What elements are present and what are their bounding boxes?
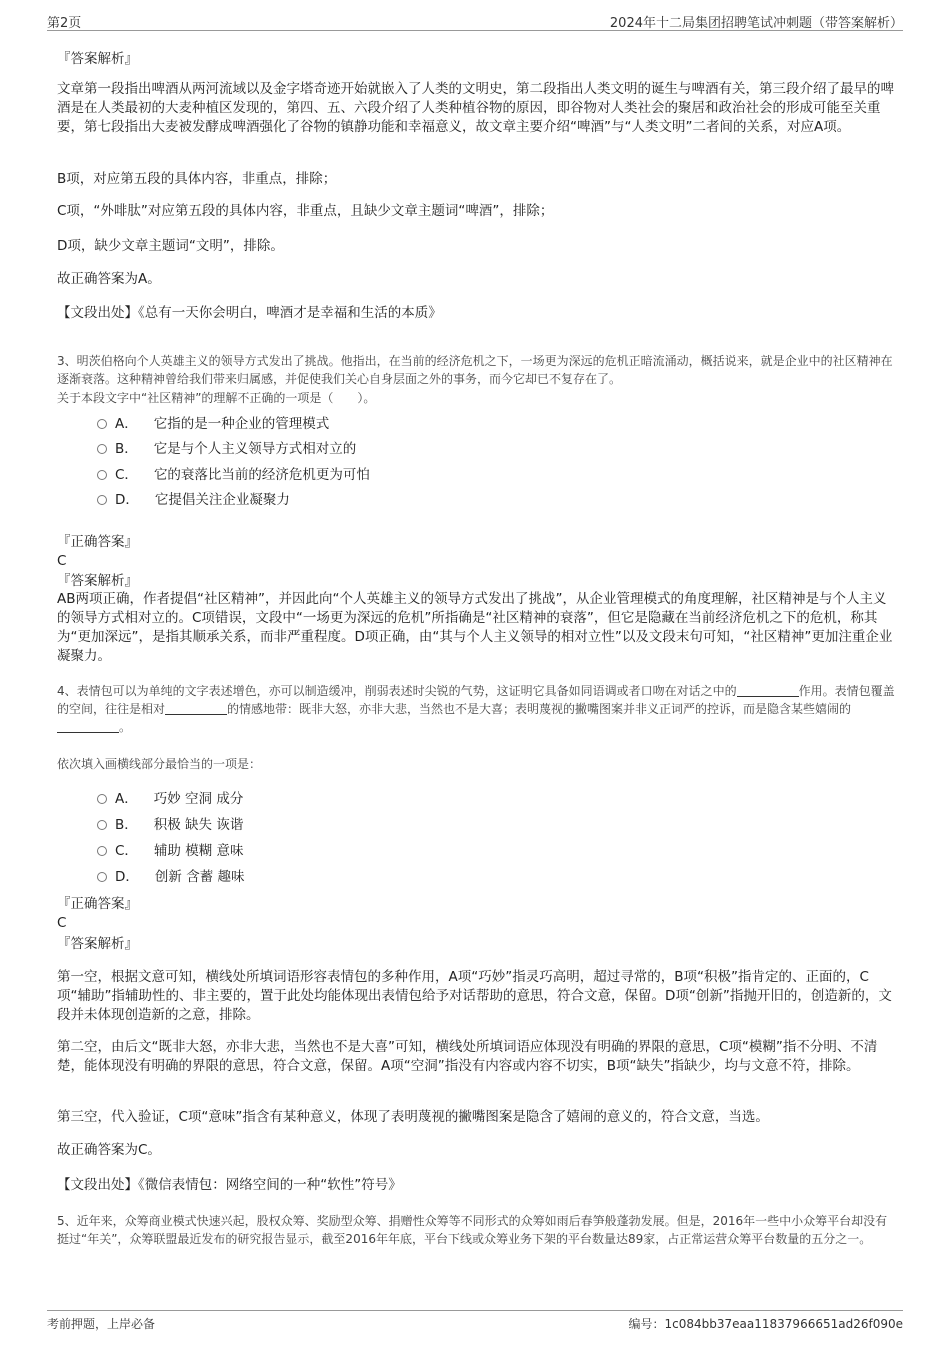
analysis-paragraph: AB两项正确，作者提倡“社区精神”，并因此向“个人英雄主义的领导方式发出了挑战”，从企业管理模式的角度理解，社区精神是与个人主义的领导方式相对立的。C项错误，文段中“一场更为深远的危机”所指确是“社区精神的衰落”，但它是隐藏在当前经济危机之下的危机，称其为“更加深远”，是指其顺承关系，而非严重程度。D项正确，由“其与个人主义领导的相对立性”以及文段末句可知，“社区精神”更加注重企业凝聚力。 xyxy=(57,591,893,664)
option-c[interactable]: C． 辅助 模糊 意味 xyxy=(97,842,244,860)
question-prompt: 依次填入画横线部分最恰当的一项是： xyxy=(57,757,262,771)
question-stem: 3、明茨伯格向个人英雄主义的领导方式发出了挑战。他指出，在当前的经济危机之下，一场更为深远的危机正暗流涌动，概括说来，就是企业中的社区精神在逐渐衰落。这种精神曾给我们带来归属感，并促使我们关心自身层面之外的事务，而今它却已不复存在了。 xyxy=(57,354,893,386)
correct-answer-label: 『正确答案』 xyxy=(57,896,138,912)
radio-button[interactable] xyxy=(97,495,107,505)
fill-blank xyxy=(57,720,119,733)
analysis-label: 『答案解析』 xyxy=(57,936,138,952)
option-c[interactable]: C． 它的衰落比当前的经济危机更为可怕 xyxy=(97,466,370,484)
option-a[interactable]: A． 它指的是一种企业的管理模式 xyxy=(97,415,329,433)
question-prompt: 关于本段文字中“社区精神”的理解不正确的一项是（ ）。 xyxy=(57,391,376,405)
analysis-label: 『答案解析』 xyxy=(57,573,138,589)
fill-blank xyxy=(165,702,227,715)
source-citation: 【文段出处】《微信表情包：网络空间的一种“软性”符号》 xyxy=(57,1177,402,1193)
correct-answer: C xyxy=(57,915,67,931)
page-footer xyxy=(47,1310,903,1341)
analysis-conclusion: 故正确答案为C。 xyxy=(57,1142,161,1158)
analysis-label: 『答案解析』 xyxy=(57,51,138,67)
question-stem: 5、近年来，众筹商业模式快速兴起，股权众筹、奖励型众筹、捐赠性众筹等不同形式的众筹如雨后春笋般蓬勃发展。但是，2016年一些中小众筹平台却没有挺过“年关”，众筹联盟最近发布的研究报告显示，截至2016年年底，平台下线或众筹业务下架的平台数量达89家，占正常运营众筹平台数量的五分之一。 xyxy=(57,1214,888,1246)
option-d[interactable]: D． 它提倡关注企业凝聚力 xyxy=(97,491,290,509)
page-number: 第2页 xyxy=(47,16,82,31)
option-a[interactable]: A． 巧妙 空洞 成分 xyxy=(97,790,243,808)
fill-blank xyxy=(737,684,799,697)
radio-button[interactable] xyxy=(97,820,107,830)
analysis-conclusion: 故正确答案为A。 xyxy=(57,271,161,287)
radio-button[interactable] xyxy=(97,470,107,480)
radio-button[interactable] xyxy=(97,846,107,856)
document-title: 2024年十二局集团招聘笔试冲刺题（带答案解析） xyxy=(609,16,903,31)
analysis-paragraph: 第二空，由后文“既非大怒，亦非大悲，当然也不是大喜”可知，横线处所填词语应体现没有明确的界限的意思，C项“模糊”指不分明、不清楚，能体现没有明确的界限的意思，符合文意，保留。A项“空洞”指没有内容或内容不切实，B项“缺失”指缺少，均与文意不符，排除。 xyxy=(57,1039,878,1074)
radio-button[interactable] xyxy=(97,444,107,454)
source-citation: 【文段出处】《总有一天你会明白，啤酒才是幸福和生活的本质》 xyxy=(57,305,442,321)
analysis-paragraph: C项，“外啡肽”对应第五段的具体内容，非重点，且缺少文章主题词“啤酒”，排除； xyxy=(57,203,554,219)
option-b[interactable]: B． 它是与个人主义领导方式相对立的 xyxy=(97,440,356,458)
analysis-paragraph: 文章第一段指出啤酒从两河流域以及金字塔奇迹开始就嵌入了人类的文明史，第二段指出人类文明的诞生与啤酒有关，第三段介绍了最早的啤酒是在人类最初的大麦种植区发现的，第四、五、六段介绍了人类种植谷物的原因，即谷物对人类社会的聚居和政治社会的形成可能至关重要，第七段指出大麦被发酵成啤酒强化了谷物的镇静功能和幸福意义，故文章主要介绍“啤酒”与“人类文明”二者间的关系，对应A项。 xyxy=(57,81,894,135)
question-stem: 4、表情包可以为单纯的文字表述增色，亦可以制造缓冲，削弱表述时尖锐的气势，这证明它具备如同语调或者口吻在对话之中的 作用。表情包覆盖的空间，往往是相对 的情感地带：既非大怒，亦非大悲，当然也不是大喜；表明蔑视的撇嘴图案并非义正词严的控诉，而是隐含某些嬉闹的。 xyxy=(57,684,895,734)
analysis-paragraph: 第三空，代入验证，C项“意味”指含有某种意义，体现了表明蔑视的撇嘴图案是隐含了嬉闹的意义的，符合文意，当选。 xyxy=(57,1109,769,1125)
analysis-paragraph: D项，缺少文章主题词“文明”，排除。 xyxy=(57,238,284,254)
footer-slogan: 考前押题，上岸必备 xyxy=(47,1317,156,1331)
correct-answer: C xyxy=(57,553,67,569)
analysis-paragraph: 第一空，根据文意可知，横线处所填词语形容表情包的多种作用，A项“巧妙”指灵巧高明，超过寻常的，B项“积极”指肯定的、正面的，C项“辅助”指辅助性的、非主要的，置于此处均能体现出表情包给予对话帮助的意思，符合文意，保留。D项“创新”指抛开旧的，创造新的，文段并未体现创造新的之意，排除。 xyxy=(57,969,892,1023)
document-code: 编号：1c084bb37eaa11837966651ad26f090e xyxy=(628,1317,903,1331)
page-header xyxy=(47,8,903,31)
correct-answer-label: 『正确答案』 xyxy=(57,534,138,550)
option-d[interactable]: D． 创新 含蓄 趣味 xyxy=(97,868,245,886)
radio-button[interactable] xyxy=(97,794,107,804)
radio-button[interactable] xyxy=(97,419,107,429)
option-b[interactable]: B． 积极 缺失 诙谐 xyxy=(97,816,243,834)
analysis-paragraph: B项，对应第五段的具体内容，非重点，排除； xyxy=(57,171,337,187)
radio-button[interactable] xyxy=(97,872,107,882)
